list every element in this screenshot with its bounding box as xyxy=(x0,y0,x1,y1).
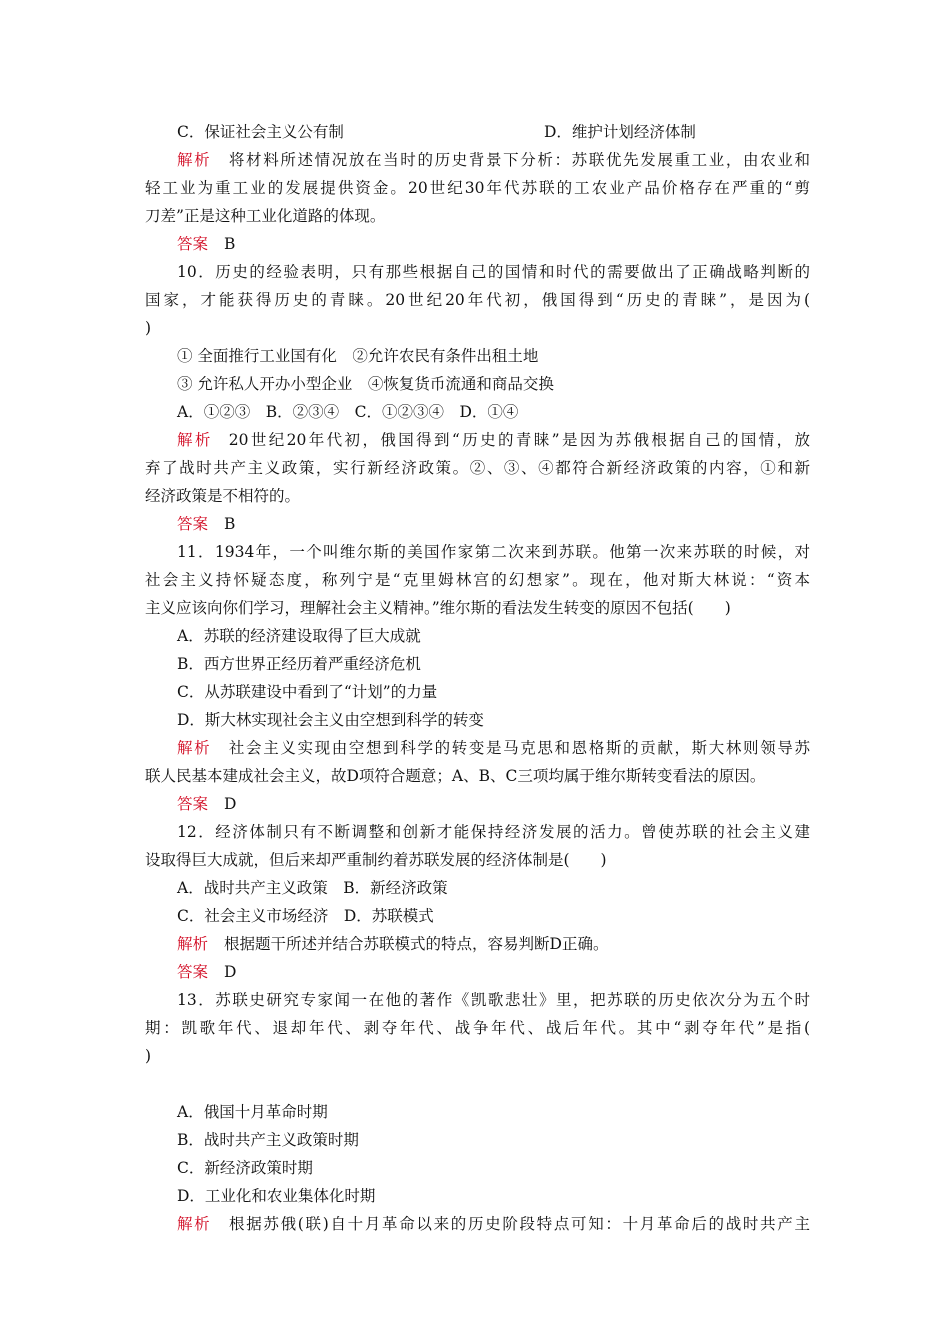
q13-analysis-line-1: 解析 根据苏俄(联)自十月革命以来的历史阶段特点可知：十月革命后的战时共产主 xyxy=(177,1215,810,1233)
q12-answer xyxy=(145,958,810,986)
analysis-label: 解析 xyxy=(177,935,209,953)
document-page xyxy=(145,118,810,1238)
q10-analysis-line-3: 经济政策是不相符的。 xyxy=(145,487,301,505)
q11-option-b: B．西方世界正经历着严重经济危机 xyxy=(177,655,421,673)
q11-stem-line-2: 社会主义持怀疑态度，称列宁是“克里姆林宫的幻想家”。现在，他对斯大林说：“资本 xyxy=(145,571,810,589)
q11-option-a: A．苏联的经济建设取得了巨大成就 xyxy=(177,627,421,645)
q10-stem-line-1: 10．历史的经验表明，只有那些根据自己的国情和时代的需要做出了正确战略判断的 xyxy=(177,263,810,281)
answer-label: 答案 xyxy=(177,235,209,253)
q11-stem-line-3: 主义应该向你们学习，理解社会主义精神。”维尔斯的看法发生转变的原因不包括( ) xyxy=(145,599,731,617)
analysis-label: 解析 xyxy=(177,151,212,169)
q9-answer-value: B xyxy=(224,235,236,253)
answer-label: 答案 xyxy=(177,963,209,981)
q13-option-b: B．战时共产主义政策时期 xyxy=(177,1131,359,1149)
q13-option-d: D．工业化和农业集体化时期 xyxy=(177,1187,376,1205)
analysis-label: 解析 xyxy=(177,739,212,757)
q9-analysis-line-3: 刀差”正是这种工业化道路的体现。 xyxy=(145,207,386,225)
answer-label: 答案 xyxy=(177,795,209,813)
q9-answer xyxy=(145,230,810,258)
q10-answer xyxy=(145,510,810,538)
q9-analysis-line-1: 解析 将材料所述情况放在当时的历史背景下分析：苏联优先发展重工业，由农业和 xyxy=(177,151,810,169)
q11-answer-value: D xyxy=(224,795,237,813)
q10-options: A．①②③ B．②③④ C．①②③④ D．①④ xyxy=(177,403,519,421)
q13-option-c: C．新经济政策时期 xyxy=(177,1159,313,1177)
q13-stem-line-1: 13．苏联史研究专家闻一在他的著作《凯歌悲壮》里，把苏联的历史依次分为五个时 xyxy=(177,991,810,1009)
q13-spacer xyxy=(145,1070,810,1098)
q13-stem-line-3: ) xyxy=(145,1047,152,1065)
q12-stem-line-2: 设取得巨大成就，但后来却严重制约着苏联发展的经济体制是( ) xyxy=(145,851,607,869)
q11-stem-line-1: 11．1934年，一个叫维尔斯的美国作家第二次来到苏联。他第一次来苏联的时候，对 xyxy=(177,543,810,561)
answer-label: 答案 xyxy=(177,515,209,533)
q10-stem-line-3: ) xyxy=(145,319,152,337)
q10-items-1: ① 全面推行工业国有化 ②允许农民有条件出租土地 xyxy=(177,347,539,365)
q9-option-d: D．维护计划经济体制 xyxy=(544,123,696,141)
q11-analysis-line-2: 联人民基本建成社会主义，故D项符合题意；A、B、C三项均属于维尔斯转变看法的原因。 xyxy=(145,767,766,785)
analysis-label: 解析 xyxy=(177,431,213,449)
q10-analysis-line-2: 弃了战时共产主义政策，实行新经济政策。②、③、④都符合新经济政策的内容，①和新 xyxy=(145,459,810,477)
q13-option-a: A．俄国十月革命时期 xyxy=(177,1103,328,1121)
q10-answer-value: B xyxy=(224,515,236,533)
q12-stem-line-1: 12．经济体制只有不断调整和创新才能保持经济发展的活力。曾使苏联的社会主义建 xyxy=(177,823,810,841)
q12-answer-value: D xyxy=(224,963,237,981)
q12-analysis-line-1: 解析 根据题干所述并结合苏联模式的特点，容易判断D正确。 xyxy=(177,935,609,953)
q9-options xyxy=(145,118,810,146)
q10-items-2: ③ 允许私人开办小型企业 ④恢复货币流通和商品交换 xyxy=(177,375,554,393)
q11-analysis-line-1: 解析 社会主义实现由空想到科学的转变是马克思和恩格斯的贡献，斯大林则领导苏 xyxy=(177,739,810,757)
q11-option-c: C．从苏联建设中看到了“计划”的力量 xyxy=(177,683,438,701)
q10-analysis-line-1: 解析 20世纪20年代初，俄国得到“历史的青睐”是因为苏俄根据自己的国情，放 xyxy=(177,431,810,449)
q11-option-d: D．斯大林实现社会主义由空想到科学的转变 xyxy=(177,711,484,729)
q13-stem-line-2: 期：凯歌年代、退却年代、剥夺年代、战争年代、战后年代。其中“剥夺年代”是指( xyxy=(145,1019,810,1037)
q12-options-2: C．社会主义市场经济 D．苏联模式 xyxy=(177,907,434,925)
q12-options-1: A．战时共产主义政策 B．新经济政策 xyxy=(177,879,448,897)
analysis-label: 解析 xyxy=(177,1215,212,1233)
q9-option-c: C．保证社会主义公有制 xyxy=(177,123,344,141)
q11-answer xyxy=(145,790,810,818)
q10-stem-line-2: 国家，才能获得历史的青睐。20世纪20年代初，俄国得到“历史的青睐”，是因为( xyxy=(145,291,810,309)
q9-analysis-line-2: 轻工业为重工业的发展提供资金。20世纪30年代苏联的工农业产品价格存在严重的“剪 xyxy=(145,179,810,197)
